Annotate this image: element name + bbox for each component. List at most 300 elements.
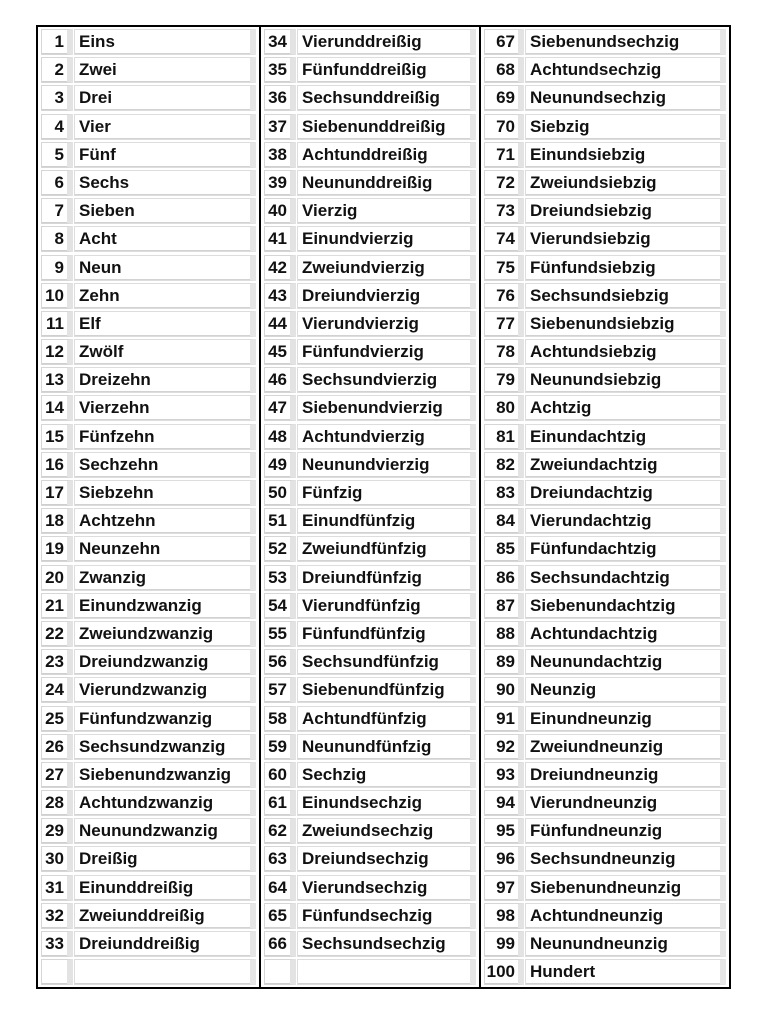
word-cell: Achtundsiebzig — [525, 339, 726, 365]
number-cell: 17 — [41, 480, 73, 506]
number-cell: 30 — [41, 846, 73, 872]
number-cell: 89 — [484, 649, 524, 675]
word-cell: Achtundzwanzig — [74, 790, 256, 816]
word-cell: Fünfundvierzig — [297, 339, 476, 365]
word-cell: Neunzehn — [74, 536, 256, 562]
number-cell: 11 — [41, 311, 73, 337]
table-row — [261, 395, 479, 421]
table-row — [261, 424, 479, 450]
number-cell: 86 — [484, 565, 524, 591]
table-row — [481, 818, 729, 844]
number-cell: 24 — [41, 677, 73, 703]
word-cell: Vierundsiebzig — [525, 226, 726, 252]
number-cell: 20 — [41, 565, 73, 591]
table-row — [261, 706, 479, 732]
number-cell: 12 — [41, 339, 73, 365]
table-row — [261, 480, 479, 506]
table-row — [261, 339, 479, 365]
table-row — [261, 226, 479, 252]
number-cell: 61 — [264, 790, 296, 816]
table-row — [481, 677, 729, 703]
table-row — [261, 508, 479, 534]
number-cell: 58 — [264, 706, 296, 732]
word-cell: Achtundachtzig — [525, 621, 726, 647]
table-row — [38, 85, 259, 111]
word-cell: Einunddreißig — [74, 875, 256, 901]
number-cell: 57 — [264, 677, 296, 703]
word-cell: Zweiundfünfzig — [297, 536, 476, 562]
table-row — [481, 142, 729, 168]
word-cell: Fünfzig — [297, 480, 476, 506]
number-cell: 35 — [264, 57, 296, 83]
column-1 — [38, 27, 259, 987]
number-cell: 87 — [484, 593, 524, 619]
word-cell: Dreiundfünfzig — [297, 565, 476, 591]
number-cell: 100 — [484, 959, 524, 985]
number-cell: 27 — [41, 762, 73, 788]
word-cell — [74, 959, 256, 985]
table-row — [38, 903, 259, 929]
number-cell: 49 — [264, 452, 296, 478]
table-row — [481, 29, 729, 55]
table-row — [261, 621, 479, 647]
number-cell: 71 — [484, 142, 524, 168]
table-row — [261, 57, 479, 83]
number-cell: 97 — [484, 875, 524, 901]
word-cell: Fünfzehn — [74, 424, 256, 450]
table-row — [261, 85, 479, 111]
table-row — [481, 875, 729, 901]
table-row — [38, 536, 259, 562]
word-cell: Achtundsechzig — [525, 57, 726, 83]
number-cell: 8 — [41, 226, 73, 252]
table-row — [481, 339, 729, 365]
table-row — [38, 790, 259, 816]
number-cell: 44 — [264, 311, 296, 337]
number-cell: 32 — [41, 903, 73, 929]
word-cell: Dreiundvierzig — [297, 283, 476, 309]
word-cell: Zweiunddreißig — [74, 903, 256, 929]
word-cell: Neununddreißig — [297, 170, 476, 196]
table-row — [38, 818, 259, 844]
word-cell: Sechzehn — [74, 452, 256, 478]
number-cell: 22 — [41, 621, 73, 647]
number-cell: 23 — [41, 649, 73, 675]
word-cell: Zwölf — [74, 339, 256, 365]
table-row — [261, 198, 479, 224]
table-row — [481, 283, 729, 309]
table-row — [261, 565, 479, 591]
number-cell: 72 — [484, 170, 524, 196]
table-row — [481, 57, 729, 83]
table-row — [481, 593, 729, 619]
word-cell: Sechsundfünfzig — [297, 649, 476, 675]
word-cell: Fünfundsiebzig — [525, 255, 726, 281]
word-cell: Elf — [74, 311, 256, 337]
word-cell: Vierzehn — [74, 395, 256, 421]
word-cell: Fünfunddreißig — [297, 57, 476, 83]
number-cell: 52 — [264, 536, 296, 562]
table-row — [38, 762, 259, 788]
number-cell: 42 — [264, 255, 296, 281]
table-row — [38, 875, 259, 901]
word-cell: Eins — [74, 29, 256, 55]
table-row — [481, 508, 729, 534]
word-cell: Sechzig — [297, 762, 476, 788]
table-row — [261, 29, 479, 55]
table-row — [261, 452, 479, 478]
table-row — [261, 170, 479, 196]
word-cell: Siebenundneunzig — [525, 875, 726, 901]
table-row — [38, 480, 259, 506]
number-cell: 37 — [264, 114, 296, 140]
table-row — [38, 367, 259, 393]
word-cell: Dreißig — [74, 846, 256, 872]
number-cell: 16 — [41, 452, 73, 478]
number-cell: 48 — [264, 424, 296, 450]
word-cell: Acht — [74, 226, 256, 252]
number-cell: 5 — [41, 142, 73, 168]
word-cell: Neunundachtzig — [525, 649, 726, 675]
number-cell: 76 — [484, 283, 524, 309]
table-row — [38, 57, 259, 83]
table-row — [481, 452, 729, 478]
table-row — [38, 649, 259, 675]
word-cell: Zwei — [74, 57, 256, 83]
word-cell: Sechsundzwanzig — [74, 734, 256, 760]
column-3 — [479, 27, 729, 987]
table-row — [38, 226, 259, 252]
table-row — [38, 29, 259, 55]
word-cell: Siebenundsiebzig — [525, 311, 726, 337]
table-row — [261, 846, 479, 872]
table-row — [481, 395, 729, 421]
number-cell: 6 — [41, 170, 73, 196]
number-cell: 66 — [264, 931, 296, 957]
table-row — [481, 959, 729, 985]
table-row — [481, 85, 729, 111]
table-row — [38, 846, 259, 872]
table-row — [261, 931, 479, 957]
number-cell: 75 — [484, 255, 524, 281]
number-cell: 3 — [41, 85, 73, 111]
table-row — [261, 734, 479, 760]
word-cell: Siebenundfünfzig — [297, 677, 476, 703]
table-row — [38, 255, 259, 281]
table-row — [38, 452, 259, 478]
number-cell: 15 — [41, 424, 73, 450]
number-cell: 50 — [264, 480, 296, 506]
word-cell: Einundfünfzig — [297, 508, 476, 534]
word-cell: Zehn — [74, 283, 256, 309]
table-row — [38, 734, 259, 760]
number-cell: 56 — [264, 649, 296, 675]
table-row — [481, 311, 729, 337]
word-cell: Sechsundsechzig — [297, 931, 476, 957]
table-row — [261, 818, 479, 844]
word-cell: Fünfundneunzig — [525, 818, 726, 844]
word-cell: Dreiundsechzig — [297, 846, 476, 872]
word-cell: Einundneunzig — [525, 706, 726, 732]
word-cell: Neunzig — [525, 677, 726, 703]
number-cell: 70 — [484, 114, 524, 140]
table-row — [38, 593, 259, 619]
number-cell: 4 — [41, 114, 73, 140]
number-cell: 82 — [484, 452, 524, 478]
number-cell: 59 — [264, 734, 296, 760]
number-cell: 84 — [484, 508, 524, 534]
table-row — [481, 480, 729, 506]
table-row — [481, 536, 729, 562]
number-cell: 2 — [41, 57, 73, 83]
table-row — [481, 255, 729, 281]
number-cell: 68 — [484, 57, 524, 83]
table-row — [481, 565, 729, 591]
table-row — [481, 931, 729, 957]
number-cell: 28 — [41, 790, 73, 816]
number-cell: 54 — [264, 593, 296, 619]
word-cell: Vierzig — [297, 198, 476, 224]
table-row — [261, 903, 479, 929]
table-row — [261, 649, 479, 675]
word-cell: Einundzwanzig — [74, 593, 256, 619]
table-row — [261, 283, 479, 309]
number-cell: 96 — [484, 846, 524, 872]
table-row — [481, 903, 729, 929]
table-row — [38, 424, 259, 450]
table-row — [261, 875, 479, 901]
word-cell: Einundvierzig — [297, 226, 476, 252]
number-cell — [41, 959, 73, 985]
number-cell: 1 — [41, 29, 73, 55]
table-row — [481, 762, 729, 788]
word-cell: Zwanzig — [74, 565, 256, 591]
number-cell: 79 — [484, 367, 524, 393]
number-cell: 7 — [41, 198, 73, 224]
table-row — [261, 677, 479, 703]
table-row — [481, 846, 729, 872]
word-cell: Neunundneunzig — [525, 931, 726, 957]
number-cell: 62 — [264, 818, 296, 844]
word-cell: Vier — [74, 114, 256, 140]
word-cell: Hundert — [525, 959, 726, 985]
table-row — [38, 198, 259, 224]
number-cell: 73 — [484, 198, 524, 224]
word-cell: Sieben — [74, 198, 256, 224]
table-row — [481, 790, 729, 816]
number-cell: 19 — [41, 536, 73, 562]
number-cell: 47 — [264, 395, 296, 421]
table-row — [261, 142, 479, 168]
table-row — [481, 198, 729, 224]
column-2 — [259, 27, 479, 987]
number-cell: 45 — [264, 339, 296, 365]
number-cell: 10 — [41, 283, 73, 309]
table-row — [38, 114, 259, 140]
table-row — [261, 311, 479, 337]
number-cell: 74 — [484, 226, 524, 252]
word-cell: Sechsundvierzig — [297, 367, 476, 393]
word-cell: Sechsunddreißig — [297, 85, 476, 111]
word-cell: Dreiundsiebzig — [525, 198, 726, 224]
number-cell: 41 — [264, 226, 296, 252]
word-cell: Siebenunddreißig — [297, 114, 476, 140]
number-cell: 93 — [484, 762, 524, 788]
word-cell: Fünfundsechzig — [297, 903, 476, 929]
word-cell: Dreiundachtzig — [525, 480, 726, 506]
table-row — [261, 593, 479, 619]
word-cell: Fünfundachtzig — [525, 536, 726, 562]
word-cell: Fünfundzwanzig — [74, 706, 256, 732]
table-row — [38, 142, 259, 168]
table-row — [38, 565, 259, 591]
word-cell: Achtzehn — [74, 508, 256, 534]
table-row — [38, 931, 259, 957]
number-cell: 51 — [264, 508, 296, 534]
word-cell: Neunundzwanzig — [74, 818, 256, 844]
number-cell: 21 — [41, 593, 73, 619]
word-cell: Siebenundsechzig — [525, 29, 726, 55]
table-row — [261, 790, 479, 816]
word-cell: Achtundvierzig — [297, 424, 476, 450]
word-cell: Vierundfünfzig — [297, 593, 476, 619]
number-cell: 26 — [41, 734, 73, 760]
word-cell: Neunundsechzig — [525, 85, 726, 111]
number-cell: 83 — [484, 480, 524, 506]
table-row — [261, 255, 479, 281]
table-row — [38, 959, 259, 985]
number-cell: 25 — [41, 706, 73, 732]
table-row — [261, 114, 479, 140]
number-cell: 77 — [484, 311, 524, 337]
word-cell: Einundachtzig — [525, 424, 726, 450]
word-cell: Vierundachtzig — [525, 508, 726, 534]
word-cell: Zweiundachtzig — [525, 452, 726, 478]
word-cell: Achtundfünfzig — [297, 706, 476, 732]
word-cell: Neunundfünfzig — [297, 734, 476, 760]
word-cell: Dreiunddreißig — [74, 931, 256, 957]
word-cell: Zweiundsiebzig — [525, 170, 726, 196]
number-cell: 67 — [484, 29, 524, 55]
word-cell: Zweiundneunzig — [525, 734, 726, 760]
table-row — [481, 621, 729, 647]
number-cell: 99 — [484, 931, 524, 957]
table-row — [38, 706, 259, 732]
number-words-table — [36, 25, 731, 989]
number-cell: 64 — [264, 875, 296, 901]
word-cell: Vierundvierzig — [297, 311, 476, 337]
table-row — [38, 621, 259, 647]
word-cell: Dreizehn — [74, 367, 256, 393]
word-cell: Siebenundzwanzig — [74, 762, 256, 788]
word-cell: Zweiundsechzig — [297, 818, 476, 844]
number-cell: 18 — [41, 508, 73, 534]
number-cell: 46 — [264, 367, 296, 393]
word-cell: Fünfundfünfzig — [297, 621, 476, 647]
word-cell: Drei — [74, 85, 256, 111]
number-cell: 53 — [264, 565, 296, 591]
word-cell: Fünf — [74, 142, 256, 168]
table-row — [38, 508, 259, 534]
number-cell: 29 — [41, 818, 73, 844]
number-cell: 85 — [484, 536, 524, 562]
table-row — [481, 226, 729, 252]
number-cell: 92 — [484, 734, 524, 760]
word-cell: Sechsundneunzig — [525, 846, 726, 872]
word-cell: Vierundsechzig — [297, 875, 476, 901]
table-row — [481, 170, 729, 196]
number-cell: 80 — [484, 395, 524, 421]
word-cell: Siebenundvierzig — [297, 395, 476, 421]
number-cell: 13 — [41, 367, 73, 393]
table-row — [38, 395, 259, 421]
number-cell: 63 — [264, 846, 296, 872]
number-cell: 9 — [41, 255, 73, 281]
table-row — [481, 114, 729, 140]
word-cell: Sechsundachtzig — [525, 565, 726, 591]
table-row — [261, 762, 479, 788]
number-cell: 43 — [264, 283, 296, 309]
number-cell: 39 — [264, 170, 296, 196]
table-row — [481, 649, 729, 675]
number-cell: 90 — [484, 677, 524, 703]
number-cell: 40 — [264, 198, 296, 224]
word-cell: Neunundvierzig — [297, 452, 476, 478]
table-row — [38, 311, 259, 337]
word-cell: Dreiundzwanzig — [74, 649, 256, 675]
table-row — [38, 677, 259, 703]
number-cell: 55 — [264, 621, 296, 647]
word-cell: Einundsiebzig — [525, 142, 726, 168]
number-cell: 36 — [264, 85, 296, 111]
number-cell: 69 — [484, 85, 524, 111]
word-cell: Siebenundachtzig — [525, 593, 726, 619]
table-row — [261, 367, 479, 393]
table-row — [481, 734, 729, 760]
word-cell: Dreiundneunzig — [525, 762, 726, 788]
word-cell: Neun — [74, 255, 256, 281]
word-cell: Siebzig — [525, 114, 726, 140]
word-cell — [297, 959, 476, 985]
table-row — [38, 339, 259, 365]
number-cell: 78 — [484, 339, 524, 365]
number-cell: 88 — [484, 621, 524, 647]
number-cell: 14 — [41, 395, 73, 421]
word-cell: Siebzehn — [74, 480, 256, 506]
number-cell: 81 — [484, 424, 524, 450]
word-cell: Vierunddreißig — [297, 29, 476, 55]
word-cell: Vierundzwanzig — [74, 677, 256, 703]
word-cell: Sechsundsiebzig — [525, 283, 726, 309]
number-cell: 95 — [484, 818, 524, 844]
table-row — [481, 367, 729, 393]
word-cell: Achtzig — [525, 395, 726, 421]
number-cell: 94 — [484, 790, 524, 816]
table-row — [261, 536, 479, 562]
number-cell: 31 — [41, 875, 73, 901]
word-cell: Zweiundzwanzig — [74, 621, 256, 647]
word-cell: Einundsechzig — [297, 790, 476, 816]
number-cell: 91 — [484, 706, 524, 732]
number-cell: 34 — [264, 29, 296, 55]
word-cell: Achtunddreißig — [297, 142, 476, 168]
number-cell: 60 — [264, 762, 296, 788]
word-cell: Achtundneunzig — [525, 903, 726, 929]
table-row — [261, 959, 479, 985]
number-cell: 65 — [264, 903, 296, 929]
table-row — [38, 170, 259, 196]
word-cell: Zweiundvierzig — [297, 255, 476, 281]
